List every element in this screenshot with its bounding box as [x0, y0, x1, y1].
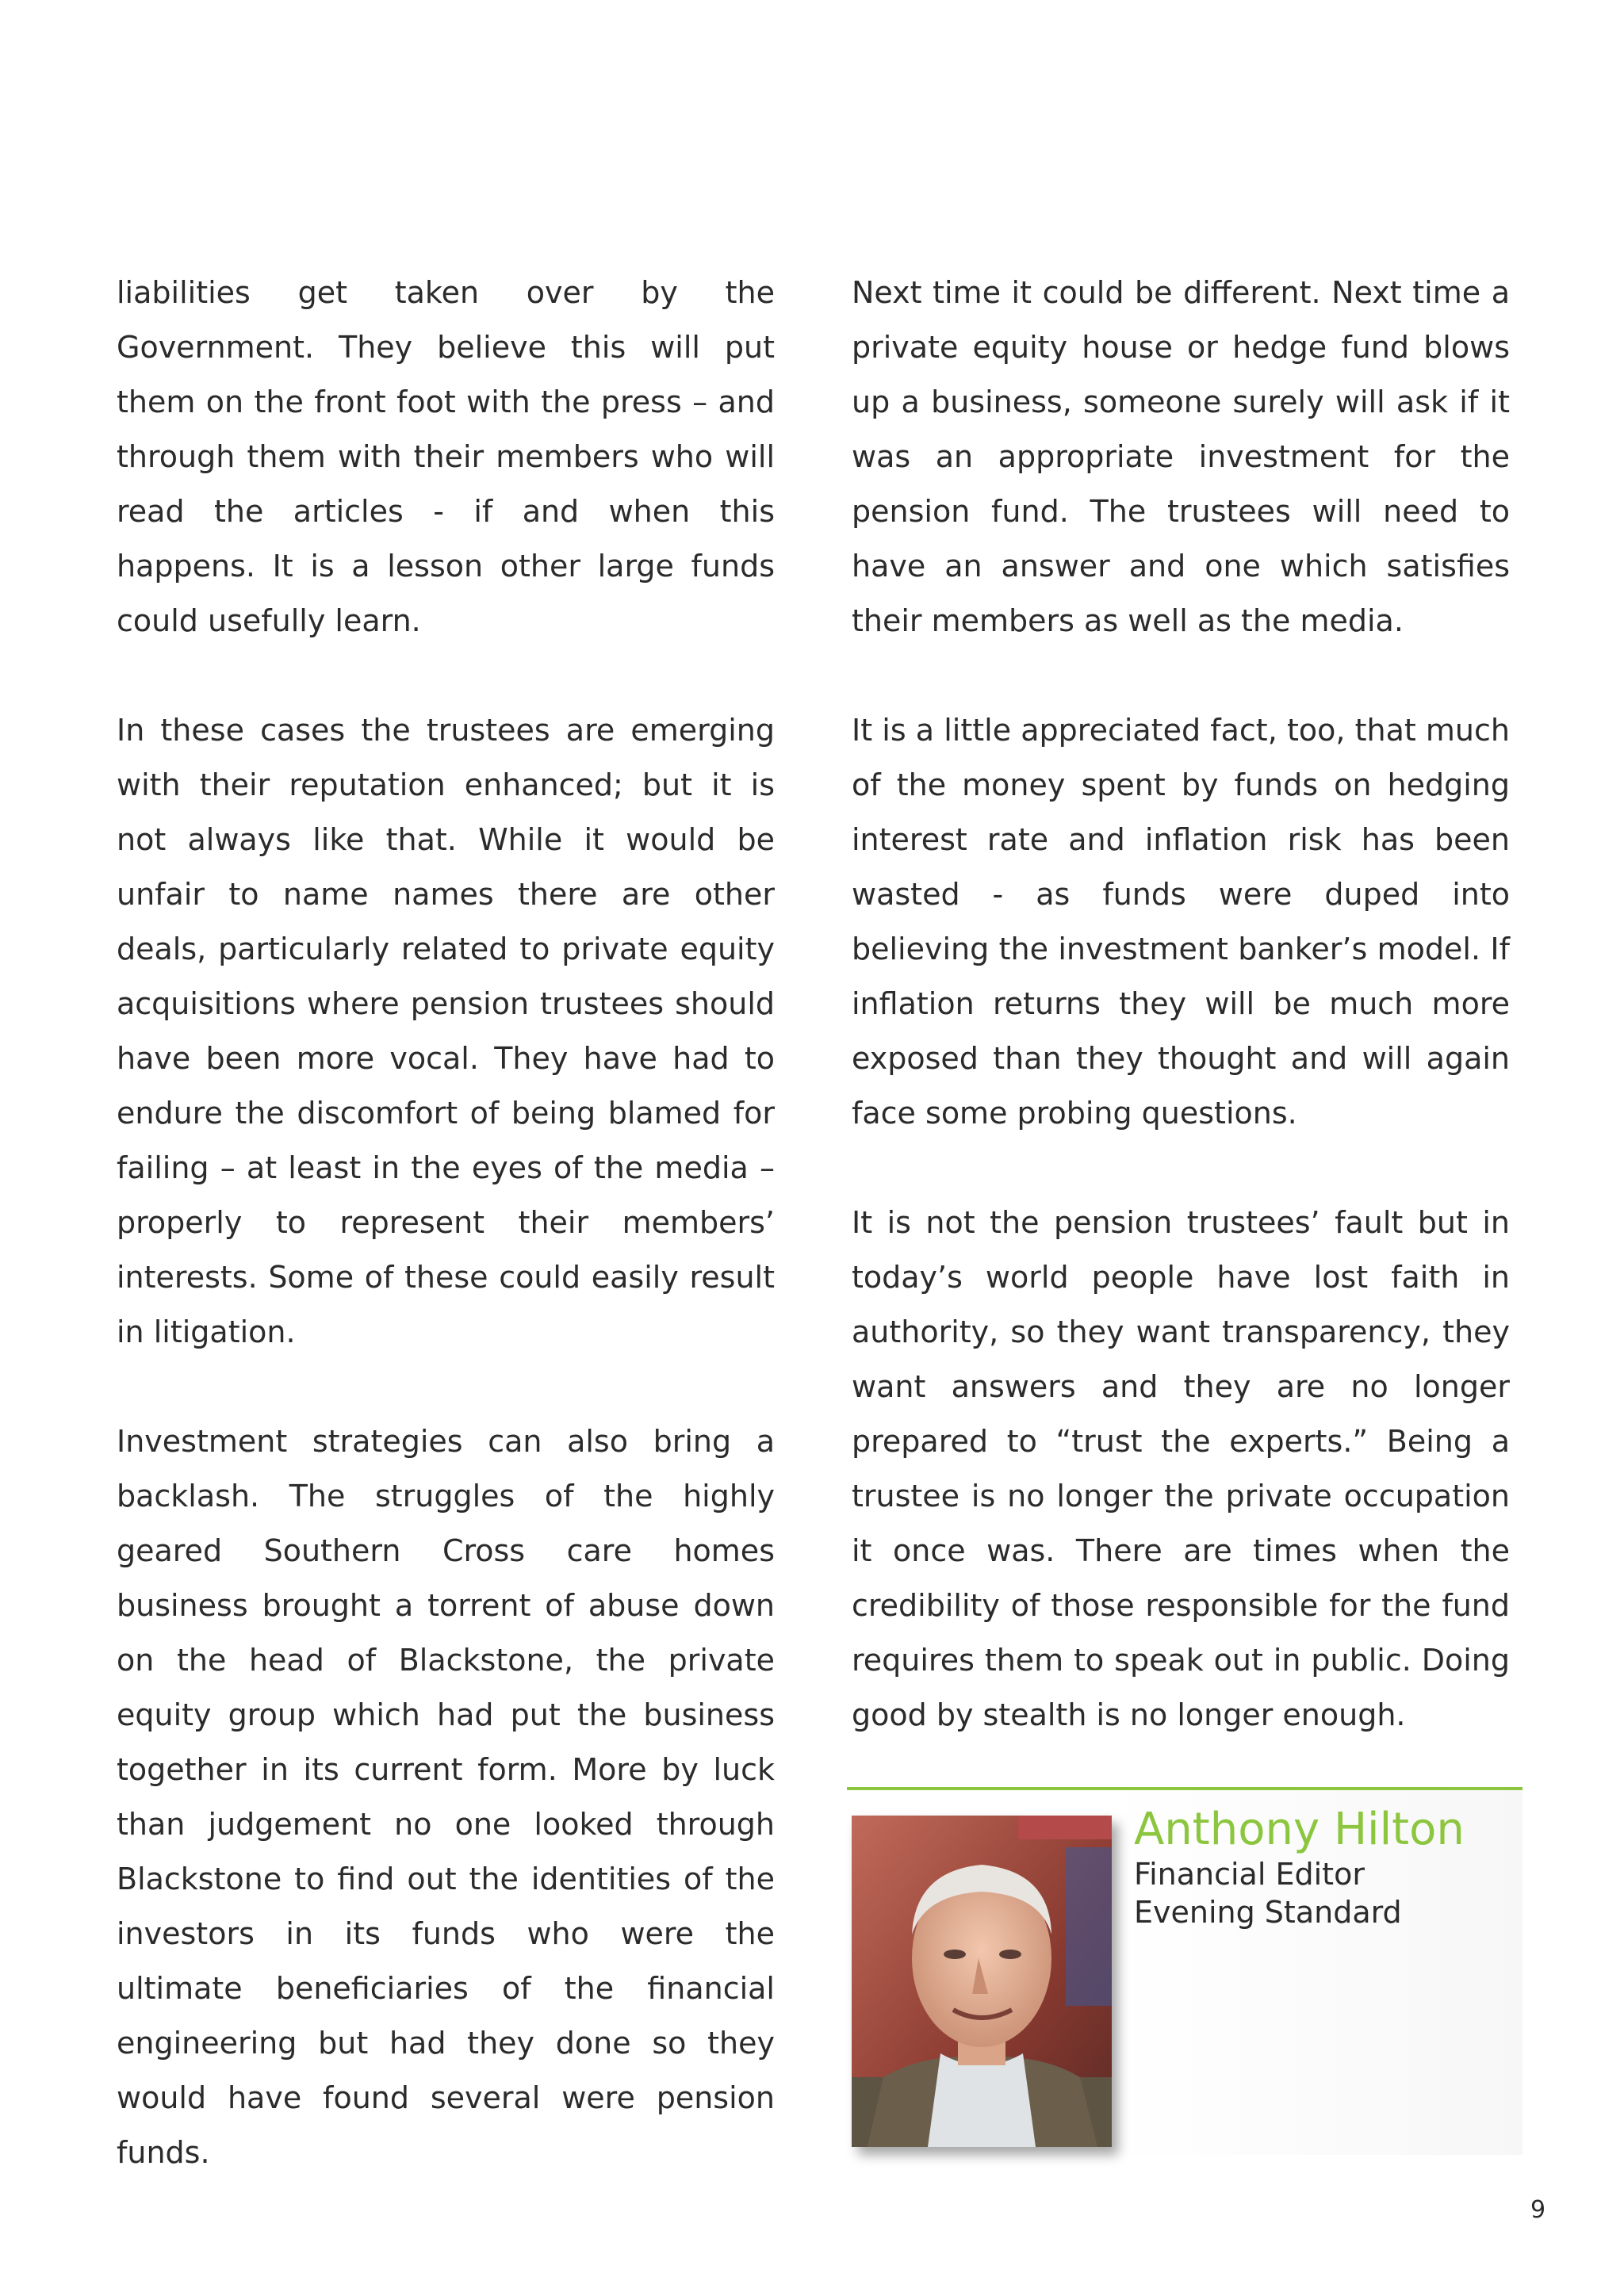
left-text-column: [117, 266, 775, 2180]
paragraph: In these cases the trustees are emerging with their reputation enhanced; but it is not always like that. While it would be unfair to name names there are other deals, particularly related to private equity acquisitions where pension trustees should have been more vocal. They have had to endure the discomfort of being blamed for failing – at least in the eyes of the media – properly to represent their members’ interests. Some of these could easily result in litigation.: [117, 713, 775, 1349]
author-title: Financial Editor: [1134, 1857, 1365, 1892]
paragraph: Next time it could be different. Next time a private equity house or hedge fund blows up a business, someone surely will ask if it was an appropriate investment for the pension fund. The trustees will need to have an answer and one which satisfies their members as well as the media.: [852, 275, 1510, 638]
paragraph: It is not the pension trustees’ fault but in today’s world people have lost faith in authority, so they want transparency, they want answers and they are no longer prepared to “trust the experts.” Being a trustee is no longer the private occupation it once was. There are times when the credibility of those responsible for the fund requires them to speak out in public. Doing good by stealth is no longer enough.: [852, 1205, 1510, 1732]
paragraph: liabilities get taken over by the Government. They believe this will put them on the front foot with the press – and through them with their members who will read the articles - if and when this happens. It is a lesson other large funds could usefully learn.: [117, 275, 775, 638]
paragraph: It is a little appreciated fact, too, that much of the money spent by funds on hedging interest rate and inflation risk has been wasted - as funds were duped into believing the investment banker’s model. If inflation returns they will be much more exposed than they thought and will again face some probing questions.: [852, 713, 1510, 1131]
page-number: 9: [1530, 2196, 1546, 2224]
right-text-column: [852, 266, 1510, 1743]
author-publication: Evening Standard: [1134, 1895, 1402, 1930]
author-role: [1134, 1855, 1402, 1931]
author-name: Anthony Hilton: [1134, 1804, 1465, 1855]
portrait-photo-icon: [852, 1816, 1112, 2147]
paragraph: Investment strategies can also bring a backlash. The struggles of the highly geared Southern Cross care homes business brought a torrent of abuse down on the head of Blackstone, the private equity group which had put the business together in its current form. More by luck than judgement no one looked through Blackstone to find out the identities of the investors in its funds who were the ultimate beneficiaries of the financial engineering but had they done so they would have found several were pension funds.: [117, 1424, 775, 2170]
author-photo: [852, 1816, 1112, 2147]
